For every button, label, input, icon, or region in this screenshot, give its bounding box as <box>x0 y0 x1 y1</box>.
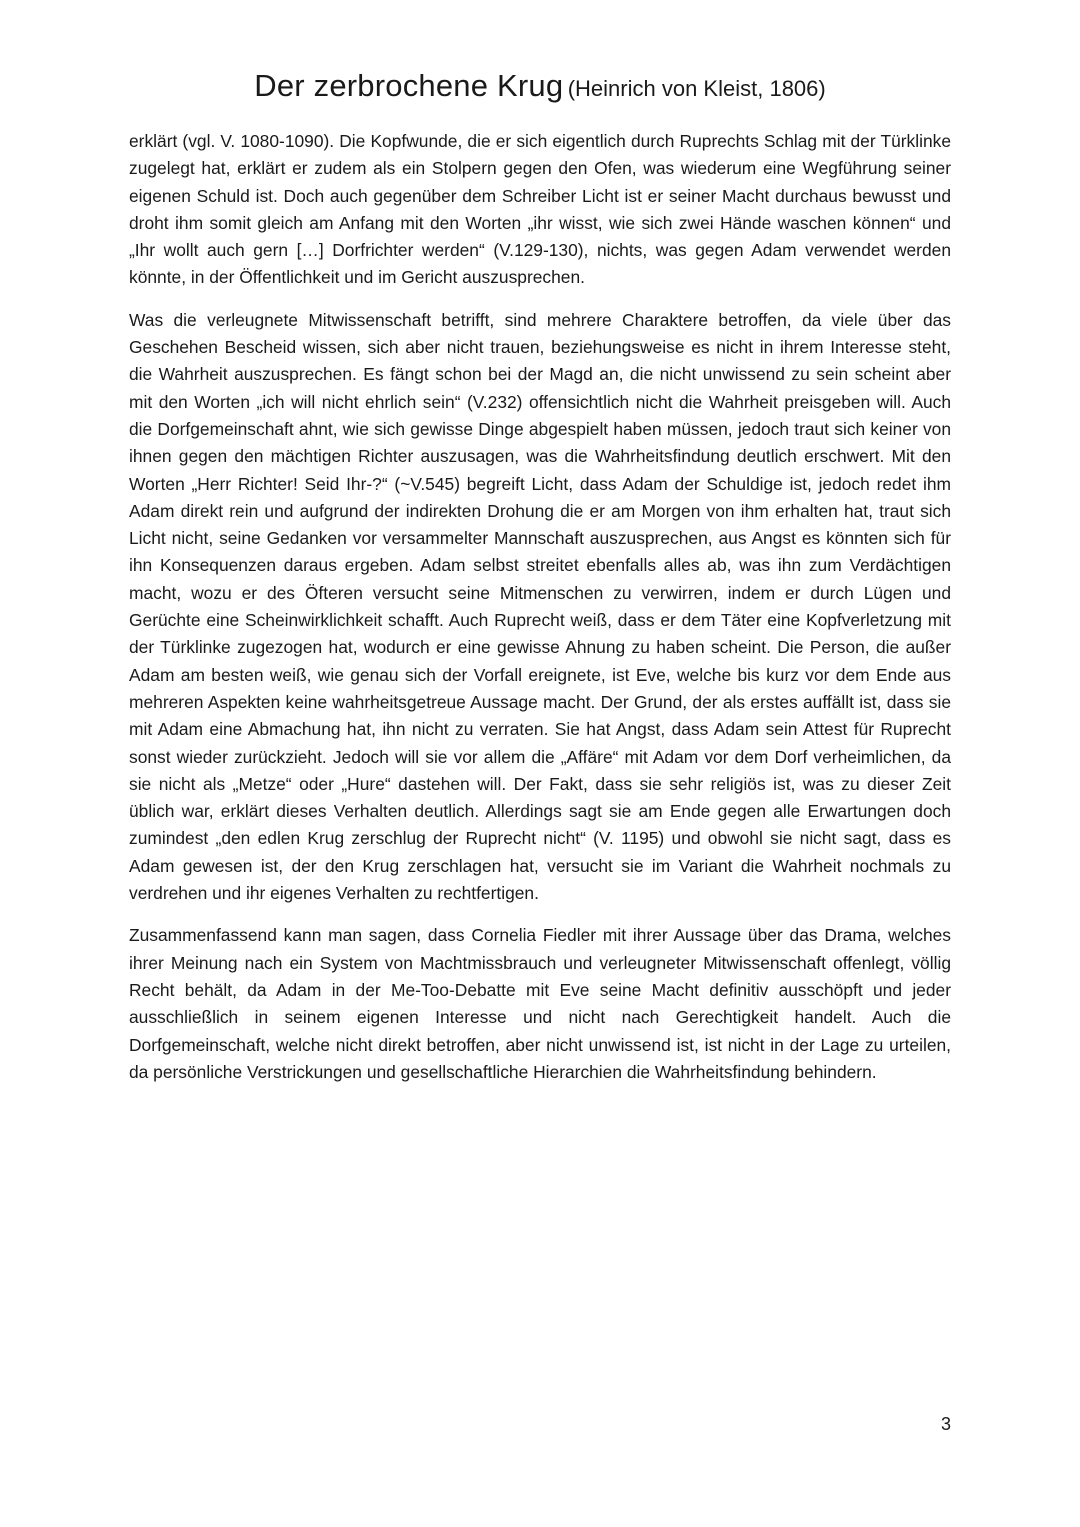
paragraph: Zusammenfassend kann man sagen, dass Cornelia Fiedler mit ihrer Aussage über das Drama, welches ihrer Meinung nach ein System von Machtmissbrauch und verleugneter Mitwissenschaft offenlegt, völlig Recht behält, da Adam in der Me-Too-Debatte mit Eve seine Macht definitiv ausschöpft und jeder ausschließlich in seinem eigenen Interesse und nicht nach Gerechtigkeit handelt. Auch die Dorfgemeinschaft, welche nicht direkt betroffen, aber nicht unwissend ist, ist nicht in der Lage zu urteilen, da persönliche Verstrickungen und gesellschaftliche Hierarchien die Wahrheitsfindung behindern. <box>129 925 951 1082</box>
paragraph: erklärt (vgl. V. 1080-1090). Die Kopfwunde, die er sich eigentlich durch Ruprechts Schlag mit der Türklinke zugelegt hat, erklärt er zudem als ein Stolpern gegen den Ofen, was wiederum eine Wegführung seiner eigenen Schuld ist. Doch auch gegenüber dem Schreiber Licht ist er seiner Macht durchaus bewusst und droht ihm somit gleich am Anfang mit den Worten „ihr wisst, wie sich zwei Hände waschen können“ und „Ihr wollt auch gern […] Dorfrichter werden“ (V.129-130), nichts, was gegen Adam verwendet werden könnte, in der Öffentlichkeit und im Gericht auszusprechen. <box>129 131 951 288</box>
body-text <box>129 128 951 1101</box>
page-number: 3 <box>940 1414 951 1434</box>
document-subtitle: (Heinrich von Kleist, 1806) <box>567 76 826 101</box>
document-title: Der zerbrochene Krug <box>254 68 564 103</box>
paragraph: Was die verleugnete Mitwissenschaft betrifft, sind mehrere Charaktere betroffen, da viele über das Geschehen Bescheid wissen, sich aber nicht trauen, beziehungsweise es nicht in ihrem Interesse steht, die Wahrheit auszusprechen. Es fängt schon bei der Magd an, die nicht unwissend zu sein scheint aber mit den Worten „ich will nicht ehrlich sein“ (V.232) offensichtlich nicht die Wahrheit preisgeben will. Auch die Dorfgemeinschaft ahnt, wie sich gewisse Dinge abgespielt haben müssen, jedoch traut sich keiner von ihnen gegen den mächtigen Richter auszusagen, was die Wahrheitsfindung deutlich erschwert. Mit den Worten „Herr Richter! Seid Ihr-?“ (~V.545) begreift Licht, dass Adam der Schuldige ist, jedoch redet ihm Adam direkt rein und aufgrund der indirekten Drohung die er am Morgen von ihm erhalten hat, traut sich Licht nicht, seine Gedanken vor versammelter Mannschaft auszusprechen, aus Angst es könnten sich für ihn Konsequenzen daraus ergeben. Adam selbst streitet ebenfalls alles ab, was ihn zum Verdächtigen macht, wozu er des Öfteren versucht seine Mitmenschen zu verwirren, indem er durch Lügen und Gerüchte eine Scheinwirklichkeit schafft. Auch Ruprecht weiß, dass er dem Täter eine Kopfverletzung mit der Türklinke zugezogen hat, wodurch er eine gewisse Ahnung zu haben scheint. Die Person, die außer Adam am besten weiß, wie genau sich der Vorfall ereignete, ist Eve, welche bis kurz vor dem Ende aus mehreren Aspekten keine wahrheitsgetreue Aussage macht. Der Grund, der als erstes auffällt ist, dass sie mit Adam eine Abmachung hat, ihn nicht zu verraten. Sie hat Angst, dass Adam sein Attest für Ruprecht sonst wieder zurückzieht. Jedoch will sie vor allem die „Affäre“ mit Adam vor dem Dorf verheimlichen, da sie nicht als „Metze“ oder „Hure“ dastehen will. Der Fakt, dass sie sehr religiös ist, was zu dieser Zeit üblich war, erklärt dieses Verhalten deutlich. Allerdings sagt sie am Ende gegen alle Erwartungen doch zumindest „den edlen Krug zerschlug der Ruprecht nicht“ (V. 1195) und obwohl sie nicht sagt, dass es Adam gewesen ist, der den Krug zerschlagen hat, versucht sie im Variant die Wahrheit nochmals zu verdrehen und ihr eigenes Verhalten zu rechtfertigen. <box>129 309 951 904</box>
page-header <box>0 68 1080 104</box>
